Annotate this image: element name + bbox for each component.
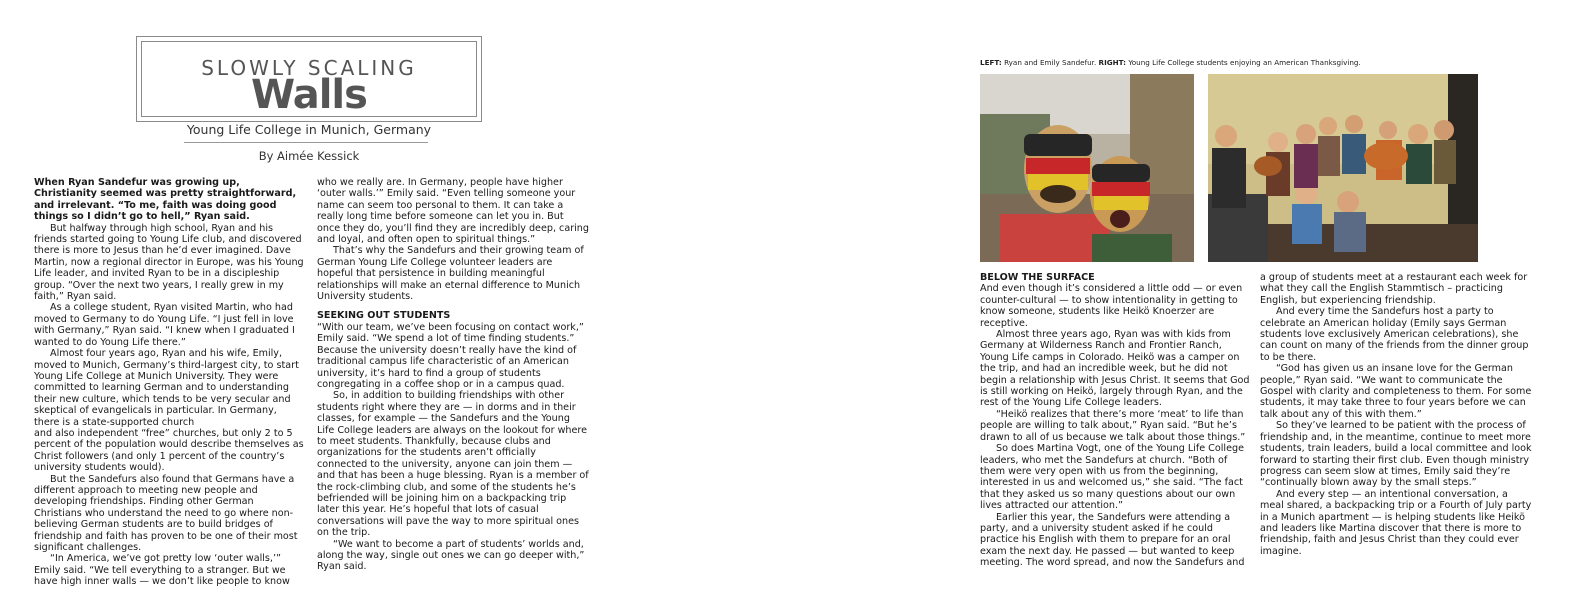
paragraph: But halfway through high school, Ryan and his friends started going to Young Life club, and discovered there is more to Jesus than he’d ever imagined. Dave Martin, now a regional director in Europe, was his Young Life leader, and invited Ryan to be in a discipleship group. “Over the next two years, I really grew in my faith,” Ryan said. bbox=[34, 222, 304, 303]
title-frame-inner bbox=[141, 41, 477, 117]
caption-left-label: LEFT: bbox=[980, 58, 1002, 67]
paragraph: And even though it’s considered a little odd — or even counter-cultural — to show intentionality in getting to know someone, students like Heikö Knoerzer are receptive. bbox=[980, 283, 1243, 329]
byline: By Aimée Kessick bbox=[258, 149, 360, 163]
paragraph: “We want to become a part of students’ worlds and, along the way, single out ones we can go deeper with,” Ryan said. bbox=[317, 538, 585, 573]
photo-students-image bbox=[1208, 74, 1478, 262]
photo-ryan-emily bbox=[980, 74, 1194, 262]
caption-left-text: Ryan and Emily Sandefur. bbox=[1001, 58, 1099, 67]
column-3 bbox=[980, 272, 1252, 569]
paragraph: When Ryan Sandefur was growing up, Christianity seemed was pretty straightforward, and irrelevant. “To me, faith was doing good things so I didn’t go to hell,” Ryan said. bbox=[34, 177, 297, 223]
paragraph: So they’ve learned to be patient with the process of friendship and, in the meantime, continue to meet more students, train leaders, build a local committee and look forward to starting their first club. Even though ministry progress can seem slow at times, Emily said they’re “continually blown away by the small steps.” bbox=[1260, 420, 1532, 489]
paragraph: who we really are. In Germany, people have higher ‘outer walls.’” Emily said. “Even telling someone your name can seem too personal to them. It can take a really long time before someone can let you in. But once they do, you’ll find they are incredibly deep, caring and loyal, and often open to spiritual things.” bbox=[317, 177, 589, 246]
section-heading: SEEKING OUT STUDENTS bbox=[317, 310, 451, 322]
paragraph: So, in addition to building friendships with other students right where they are — in dorms and in their classes, for example — the Sandefurs and the Young Life College leaders are always on the lookout for where to meet students. Thankfully, because clubs and organizations for the students aren’t officially connected to the university, anyone can join them — and that has been a huge blessing. Ryan is a member of the rock-climbing club, and some of the students he’s befriended will be joining him on a backpacking trip later this year. He’s hopeful that lots of casual conversations will pave the way to more spiritual ones on the trip. bbox=[317, 390, 589, 539]
title-line2: Walls bbox=[251, 72, 367, 118]
paragraph: Almost four years ago, Ryan and his wife, Emily, moved to Munich, Germany’s third-largest city, to start Young Life College at Munich University. They were committed to learning German and to understanding their new culture, which tends to be very secular and skeptical of evangelicals in particular. In Germany, there is a state-supported church bbox=[34, 348, 299, 428]
photo-caption bbox=[980, 58, 1480, 67]
title-line1: SLOWLY SCALING bbox=[201, 56, 417, 80]
paragraph: “God has given us an insane love for the German people,” Ryan said. “We want to communicate the Gospel with clarity and completeness to them. For some students, it may take three to four years before we can talk about any of this with them.” bbox=[1260, 363, 1532, 420]
paragraph: Earlier this year, the Sandefurs were attending a party, and a university student asked if he could practice his English with them to prepare for an oral exam the next day. He passed — but wanted to keep meeting. The word spread, and now the Sandefurs and bbox=[980, 511, 1245, 569]
subtitle-divider bbox=[184, 142, 428, 143]
paragraph: “Heikö realizes that there’s more ‘meat’ to life than people are willing to talk about,” Ryan said. “But he’s drawn to all of us because we talk about those things.” bbox=[980, 408, 1246, 443]
article-subtitle: Young Life College in Munich, Germany bbox=[186, 122, 432, 137]
paragraph: So does Martina Vogt, one of the Young Life College leaders, who met the Sandefurs at church. “Both of them were very open with us from the beginning, interested in us and welcomed us,” she said. “The fact that they asked us so many questions about our own lives attracted our attention.” bbox=[980, 443, 1244, 512]
paragraph: And every step — an intentional conversation, a meal shared, a backpacking trip or a Fourth of July party in a Munich apartment — is helping students like Heikö and leaders like Martina discover that there is more to friendship, faith and Jesus Christ than they could ever imagine. bbox=[1260, 488, 1532, 557]
paragraph: That’s why the Sandefurs and their growing team of German Young Life College volunteer leaders are hopeful that persistence in building meaningful relationships will make an eternal difference to Munich University students. bbox=[317, 245, 584, 303]
photo-ryan-emily-image bbox=[980, 74, 1194, 262]
paragraph: “In America, we’ve got pretty low ‘outer walls,’” Emily said. “We tell everything to a stranger. But we have high inner walls — we don’t like people to know bbox=[34, 553, 290, 588]
section-heading: BELOW THE SURFACE bbox=[980, 272, 1095, 283]
paragraph: Almost three years ago, Ryan was with kids from Germany at Wilderness Ranch and Frontier Ranch, Young Life camps in Colorado. Heikö was a camper on the trip, and had an incredible week, but he did not begin a relationship with Jesus Christ. It seems that God is still working on Heikö, largely through Ryan, and the rest of the Young Life College leaders. bbox=[980, 329, 1250, 409]
caption-right-text: Young Life College students enjoying an American Thanksgiving. bbox=[1126, 58, 1361, 67]
paragraph: a group of students meet at a restaurant each week for what they call the English Stammtisch – practicing English, but experiencing friendship. bbox=[1260, 272, 1528, 306]
photo-students-thanksgiving bbox=[1208, 74, 1478, 262]
paragraph: “With our team, we’ve been focusing on contact work,” Emily said. “We spend a lot of time finding students.” Because the university doesn’t really have the kind of traditional campus life characteristic of an American university, it’s hard to find a group of students congregating in a coffee shop or in a campus quad. bbox=[317, 321, 584, 390]
column-2 bbox=[317, 177, 589, 573]
caption-right-label: RIGHT: bbox=[1098, 58, 1127, 67]
title-frame bbox=[136, 36, 482, 122]
column-1 bbox=[34, 177, 304, 588]
paragraph: As a college student, Ryan visited Martin, who had moved to Germany to do Young Life. “I just fell in love with Germany,” Ryan said. “I knew when I graduated I wanted to do Young Life there.” bbox=[34, 302, 295, 348]
paragraph: And every time the Sandefurs host a party to celebrate an American holiday (Emily says German students love exclusively American celebrations), she can count on many of the friends from the dinner group to be there. bbox=[1260, 306, 1529, 363]
paragraph: But the Sandefurs also found that Germans have a different approach to meeting new people and developing friendships. Finding other German Christians who understand the need to go where non-believing German students are to build bridges of friendship and faith has proven to be one of their most significant challenges. bbox=[34, 473, 298, 553]
column-4 bbox=[1260, 272, 1532, 557]
paragraph: and also independent “free” churches, but only 2 to 5 percent of the population would describe themselves as Christ followers (and only 1 percent of the country’s university students would). bbox=[34, 427, 304, 474]
